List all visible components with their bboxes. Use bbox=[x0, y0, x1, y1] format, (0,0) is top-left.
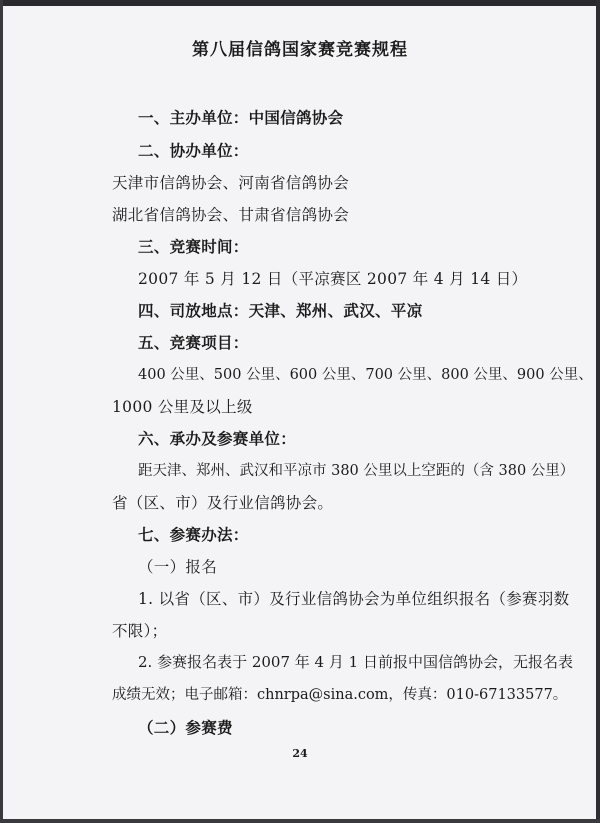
document-title: 第八届信鸽国家赛竞赛规程 bbox=[192, 40, 408, 60]
scan-edge-top bbox=[0, 0, 600, 6]
text-line: 400 公里、500 公里、600 公里、700 公里、800 公里、900 公里、 bbox=[138, 367, 593, 383]
scan-edge-bottom bbox=[0, 819, 600, 823]
scan-edge-left bbox=[0, 0, 3, 823]
section-events: 五、竞赛项目： bbox=[138, 333, 249, 352]
text-line: 省（区、市）及行业信鸽协会。 bbox=[112, 494, 334, 512]
text-line: 1. 以省（区、市）及行业信鸽协会为单位组织报名（参赛羽数 bbox=[138, 590, 570, 608]
text-line: 距天津、郑州、武汉和平凉市 380 公里以上空距的（含 380 公里） bbox=[138, 463, 575, 479]
section-participants: 六、承办及参赛单位： bbox=[138, 429, 297, 448]
text-line: 不限）； bbox=[112, 622, 168, 640]
text-line: 2. 参赛报名表于 2007 年 4 月 1 日前报中国信鸽协会，无报名表 bbox=[138, 653, 573, 671]
text-line: 2007 年 5 月 12 日（平凉赛区 2007 年 4 月 14 日） bbox=[138, 270, 528, 288]
subsection-registration: （一）报名 bbox=[138, 558, 218, 576]
section-methods: 七、参赛办法： bbox=[138, 525, 249, 544]
text-line: 1000 公里及以上级 bbox=[112, 398, 253, 416]
section-time: 三、竞赛时间： bbox=[138, 237, 249, 256]
subsection-entry-fee: （二）参赛费 bbox=[138, 718, 233, 737]
scan-edge-right bbox=[596, 0, 600, 823]
section-host: 一、主办单位：中国信鸽协会 bbox=[138, 108, 344, 127]
page-number: 24 bbox=[292, 747, 308, 760]
text-line: 湖北省信鸽协会、甘肃省信鸽协会 bbox=[112, 206, 350, 224]
section-release-sites: 四、司放地点：天津、郑州、武汉、平凉 bbox=[138, 301, 423, 320]
text-line: 成绩无效；电子邮箱：chnrpa@sina.com，传真：010-67133577。 bbox=[112, 687, 568, 703]
text-line: 天津市信鸽协会、河南省信鸽协会 bbox=[112, 174, 350, 192]
section-co-organizers: 二、协办单位： bbox=[138, 141, 249, 160]
